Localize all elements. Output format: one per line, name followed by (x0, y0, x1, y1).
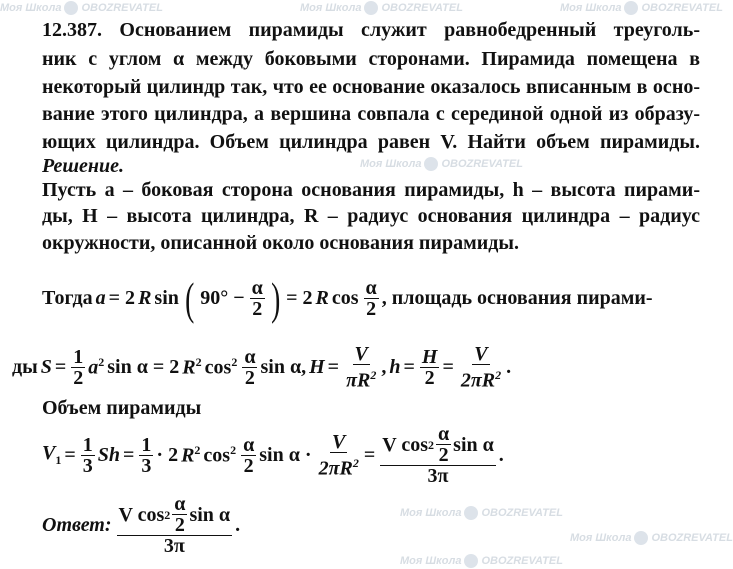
formula-side-a (42, 272, 656, 324)
formula-area-heights (12, 344, 514, 391)
text: = (327, 355, 340, 378)
fraction (459, 344, 503, 391)
text: = (54, 355, 67, 378)
problem-number: 12.387. (42, 19, 102, 41)
text: 90° − (200, 287, 245, 309)
text: , площадь основания пирами- (381, 287, 653, 309)
exponent: 2 (164, 507, 171, 522)
problem-line: ник с углом α между боковыми сторонами. Пирамида помещена в (42, 48, 700, 70)
text: = (403, 355, 415, 378)
fraction (380, 424, 496, 486)
text: sin α · (259, 443, 312, 466)
exponent: 2 (352, 455, 359, 470)
text: · 2 (156, 443, 179, 466)
exponent: 2 (231, 355, 238, 369)
watermark (560, 0, 723, 16)
numerator: 1 (141, 433, 152, 456)
text: = (363, 443, 376, 466)
paren: ) (270, 272, 281, 324)
denominator: 2 (366, 298, 377, 320)
watermark-text: OBOZREVATEL (641, 2, 723, 14)
exponent: 2 (427, 437, 434, 452)
text: = (64, 443, 76, 466)
denominator: 2 (174, 514, 185, 536)
exponent: 2 (370, 368, 377, 382)
watermark (360, 156, 523, 172)
solution-line: окружности, описанной около основания пирамиды. (42, 232, 519, 254)
watermark-text: OBOZREVATEL (81, 2, 163, 14)
watermark (300, 0, 463, 16)
text: cos (203, 444, 231, 467)
denominator: 3π (427, 465, 449, 487)
watermark-text: Моя Школа (400, 507, 462, 519)
numerator: V (332, 430, 346, 453)
text: = 2 (286, 287, 313, 309)
numerator: α (251, 277, 263, 299)
denominator: 2 (243, 454, 254, 477)
watermark-text: OBOZREVATEL (441, 158, 523, 170)
text: sin (154, 287, 179, 309)
text: cos (204, 356, 232, 379)
text: Тогда (42, 287, 93, 309)
denominator: 2 (424, 366, 435, 389)
fraction (420, 347, 440, 388)
watermark-text: Моя Школа (400, 555, 462, 567)
fraction (71, 347, 85, 388)
exponent: 2 (195, 355, 202, 369)
paren: ( (184, 272, 195, 324)
var: Sh (97, 443, 120, 466)
var: H (309, 355, 325, 378)
text: sin α (189, 503, 231, 526)
text: . (498, 443, 504, 466)
text: = (442, 355, 454, 378)
var: a (95, 287, 106, 309)
fraction (364, 278, 379, 319)
var: R (138, 287, 152, 309)
text: ды (12, 355, 38, 378)
text: . (235, 513, 241, 536)
answer-label: Ответ: (42, 513, 112, 536)
numerator: α (174, 493, 186, 515)
fraction (344, 344, 378, 391)
watermark-text: OBOZREVATEL (481, 555, 563, 567)
text: V cos (118, 503, 165, 526)
exponent: 2 (230, 442, 237, 457)
text: . (506, 355, 512, 378)
solution-line: ды, H – высота цилиндра, R – радиус основания цилиндра – радиус (42, 205, 700, 227)
text: cos (331, 287, 359, 309)
numerator: 1 (73, 345, 84, 368)
denominator: 2 (438, 444, 449, 466)
watermark-text: OBOZREVATEL (481, 507, 563, 519)
answer (42, 494, 243, 556)
denominator: 2 (73, 366, 84, 389)
fraction (139, 435, 153, 476)
var: R (182, 356, 196, 379)
watermark (0, 0, 163, 16)
denominator: 2 (244, 366, 255, 389)
var: R (315, 287, 329, 309)
exponent: 2 (98, 355, 105, 369)
watermark-text: Моя Школа (0, 2, 62, 14)
numerator: α (244, 345, 256, 368)
subscript: 1 (55, 453, 62, 467)
var: R (181, 444, 195, 467)
var: V (42, 442, 56, 464)
numerator: V (474, 343, 488, 365)
numerator: α (437, 423, 450, 445)
text: , (381, 355, 387, 378)
fraction (81, 435, 95, 476)
fraction (241, 435, 256, 476)
watermark-text: Моя Школа (560, 2, 622, 14)
var: a (88, 356, 99, 379)
var: h (389, 355, 401, 378)
numerator: α (243, 433, 255, 456)
problem-line: вание этого цилиндра, а вершина совпала с серединой одной из образу- (42, 103, 700, 125)
exponent: 2 (194, 442, 201, 457)
answer-fraction (117, 494, 233, 556)
fraction (242, 347, 257, 388)
watermark-text: OBOZREVATEL (651, 532, 733, 544)
watermark-text: Моя Школа (300, 2, 362, 14)
watermark-text: Моя Школа (360, 158, 422, 170)
formula-volume (42, 424, 507, 486)
denominator: 3 (82, 454, 93, 477)
denominator: 3π (163, 535, 185, 557)
numerator: 1 (82, 433, 93, 456)
denominator: 2πR (318, 457, 353, 480)
problem-line: ющих цилиндра. Объем цилиндра равен V. Найти объем пирамиды. (42, 131, 700, 153)
watermark-text: Моя Школа (570, 532, 632, 544)
denominator: 3 (141, 454, 152, 477)
solution-line: Пусть a – боковая сторона основания пирамиды, h – высота пирами- (42, 179, 700, 201)
denominator: 2πR (460, 369, 496, 392)
volume-heading: Объем пирамиды (42, 397, 202, 419)
numerator: V (354, 343, 368, 365)
watermark-text: OBOZREVATEL (381, 2, 463, 14)
denominator: 2 (252, 298, 263, 320)
numerator: H (421, 345, 438, 368)
watermark (400, 553, 563, 569)
text: = (123, 443, 135, 466)
problem-line (42, 18, 700, 42)
var: S (40, 355, 52, 378)
text: sin α (453, 433, 494, 456)
denominator: πR (346, 369, 371, 392)
solution-heading: Решение. (42, 155, 125, 177)
problem-text: Основанием пирамиды служит равнобедренный треуголь- (119, 19, 700, 41)
fraction (317, 432, 361, 479)
text: V cos (382, 433, 428, 456)
watermark (400, 505, 563, 521)
text: sin α = 2 (107, 355, 180, 378)
watermark (570, 530, 733, 546)
text: sin α, (260, 355, 307, 378)
fraction (250, 278, 265, 319)
problem-line: некоторый цилиндр так, что ее основание оказалось вписанным в осно- (42, 76, 700, 98)
text: = 2 (108, 287, 136, 309)
exponent: 2 (495, 368, 502, 382)
numerator: α (365, 277, 377, 299)
